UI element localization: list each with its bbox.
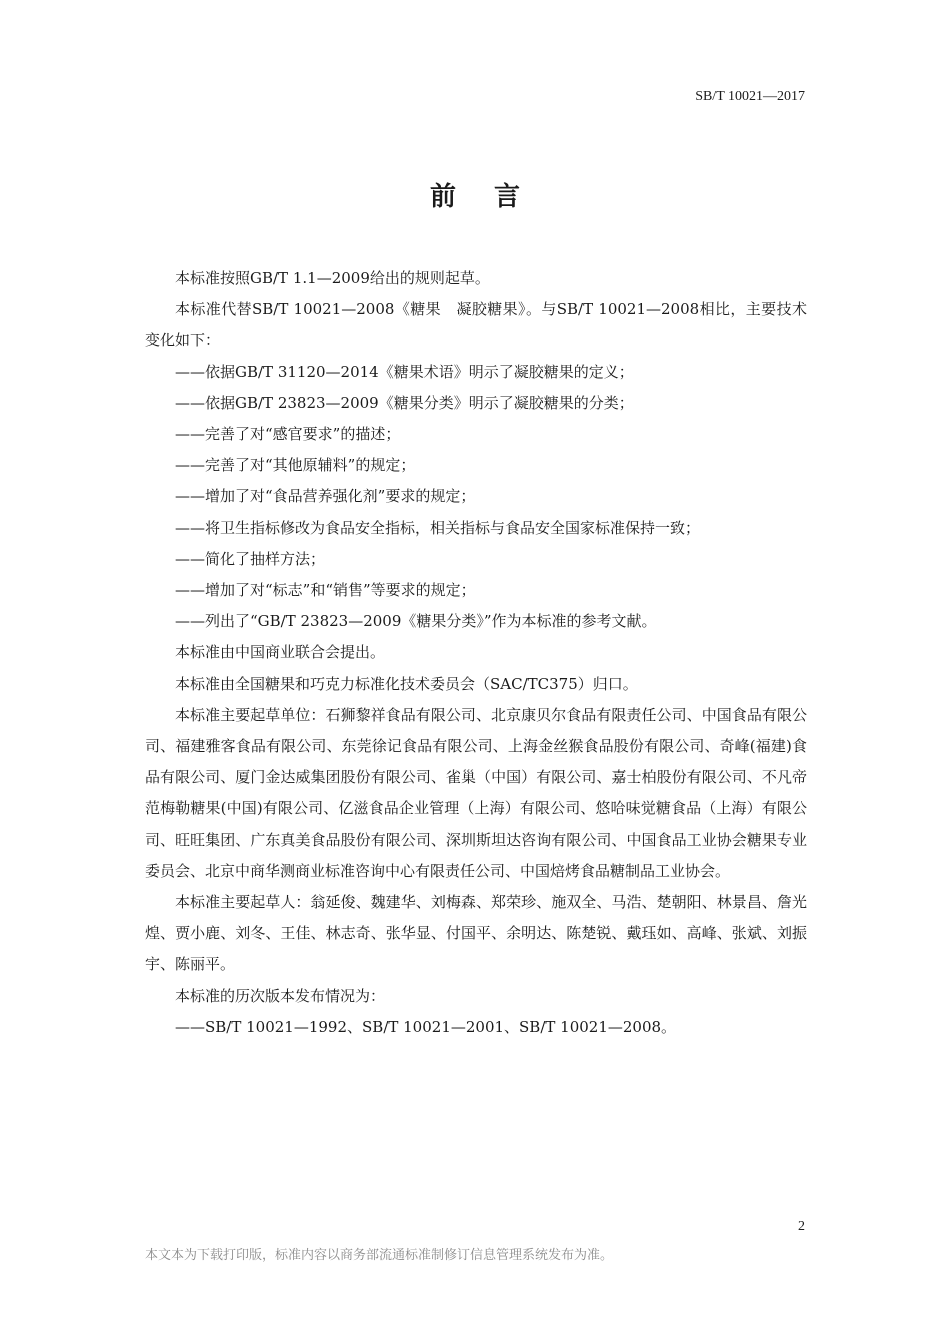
paragraph: 本标准按照GB/T 1.1—2009给出的规则起草。 [175, 269, 490, 287]
list-item: ——完善了对“其他原辅料”的规定； [175, 456, 416, 475]
paragraph-drafters: 本标准主要起草人：翁延俊、魏建华、刘梅森、郑荣珍、施双全、马浩、楚朝阳、林景昌、詹光煌、贾小鹿、刘冬、王佳、林志奇、张华显、付国平、余明达、陈楚锐、戴珏如、高峰、张斌、刘振宇、陈丽平。 [145, 893, 807, 974]
standard-code: SB/T 10021—2017 [695, 89, 805, 104]
footer-note: 本文本为下载打印版，标准内容以商务部流通标准制修订信息管理系统发布为准。 [145, 1248, 614, 1263]
paragraph: 本标准的历次版本发布情况为： [175, 986, 386, 1005]
paragraph: 本标准由中国商业联合会提出。 [175, 643, 386, 662]
document-body [145, 263, 807, 1043]
list-item: ——依据GB/T 31120—2014《糖果术语》明示了凝胶糖果的定义； [175, 362, 634, 381]
list-item: ——简化了抽样方法； [175, 549, 326, 568]
list-item: ——增加了对“标志”和“销售”等要求的规定； [175, 581, 476, 600]
list-item: ——将卫生指标修改为食品安全指标，相关指标与食品安全国家标准保持一致； [175, 518, 701, 537]
list-item: ——完善了对“感官要求”的描述； [175, 425, 401, 444]
page-title: 前言 [429, 182, 558, 212]
list-item: ——列出了“GB/T 23823—2009《糖果分类》”作为本标准的参考文献。 [175, 612, 657, 631]
paragraph-drafting-units: 本标准主要起草单位：石狮黎祥食品有限公司、北京康贝尔食品有限责任公司、中国食品有限公司、福建雅客食品有限公司、东莞徐记食品有限公司、上海金丝猴食品股份有限公司、奇峰(福建)食品有限公司、厦门金达威集团股份有限公司、雀巢（中国）有限公司、嘉士柏股份有限公司、不凡帝范梅勒糖果(中国)有限公司、亿滋食品企业管理（上海）有限公司、悠哈味觉糖食品（上海）有限公司、旺旺集团、广东真美食品股份有限公司、深圳斯坦达咨询有限公司、中国食品工业协会糖果专业委员会、北京中商华测商业标准咨询中心有限责任公司、中国焙烤食品糖制品工业协会。 [145, 705, 807, 880]
list-item: ——增加了对“食品营养强化剂”要求的规定； [175, 487, 476, 506]
paragraph: 本标准由全国糖果和巧克力标准化技术委员会（SAC/TC375）归口。 [175, 674, 638, 693]
list-item: ——依据GB/T 23823—2009《糖果分类》明示了凝胶糖果的分类； [175, 393, 634, 412]
paragraph: 本标准代替SB/T 10021—2008《糖果 凝胶糖果》。与SB/T 10021—2008相比，主要技术变化如下： [145, 300, 807, 350]
page-number: 2 [798, 1219, 805, 1234]
list-item: ——SB/T 10021—1992、SB/T 10021—2001、SB/T 10021—2008。 [175, 1017, 677, 1036]
